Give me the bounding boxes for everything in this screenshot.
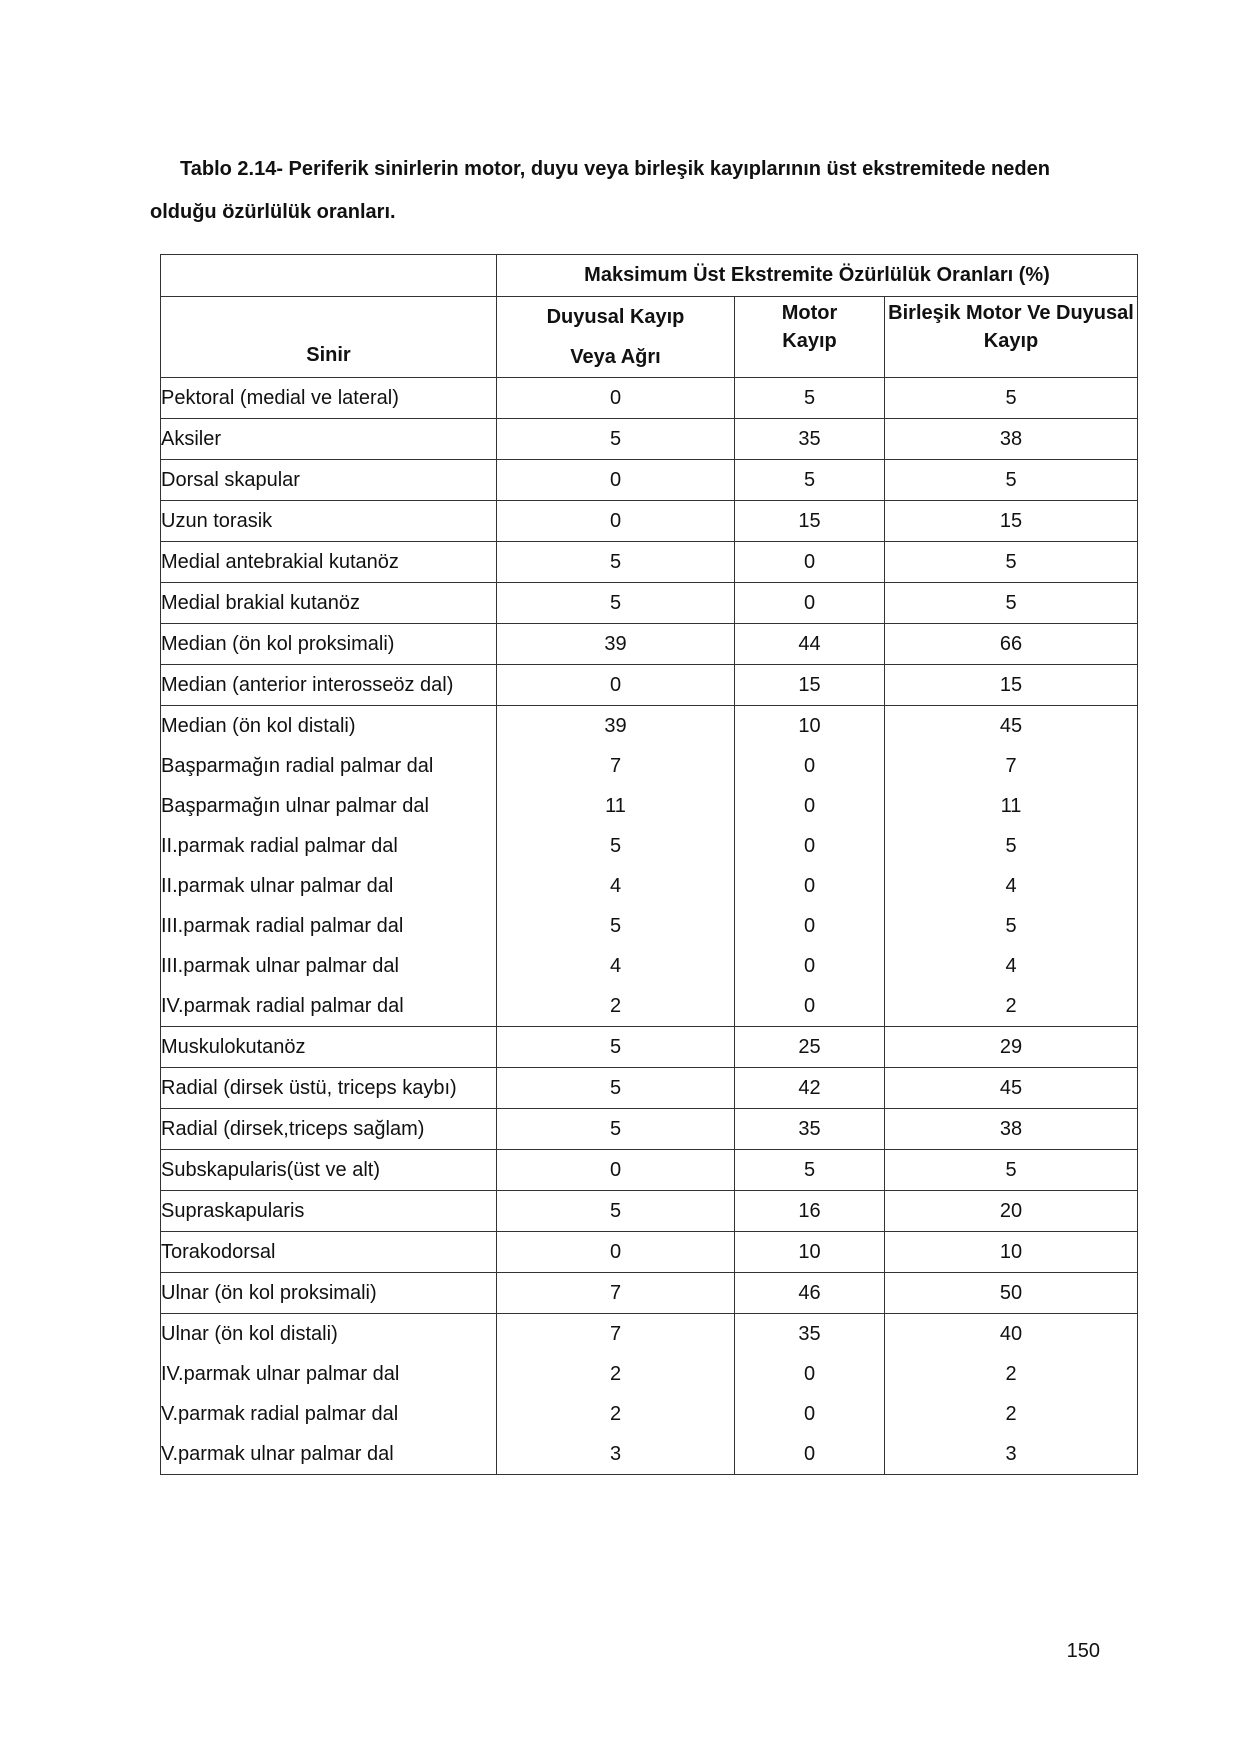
caption-line-2: olduğu özürlülük oranları. — [150, 201, 396, 223]
motor-value-cell: 5 — [735, 1150, 885, 1191]
birlesik-value-cell: 50 — [885, 1273, 1138, 1314]
duyusal-value-cell: 3 — [497, 1434, 735, 1475]
table-row — [161, 460, 1138, 501]
motor-value-cell: 15 — [735, 501, 885, 542]
table-row — [161, 1354, 1138, 1394]
col-header-duyusal-line2: Veya Ağrı — [570, 346, 661, 368]
duyusal-value-cell: 0 — [497, 1232, 735, 1273]
table-row — [161, 378, 1138, 419]
table-row — [161, 1273, 1138, 1314]
birlesik-value-cell: 5 — [885, 583, 1138, 624]
motor-value-cell: 0 — [735, 826, 885, 866]
nerve-name-cell: Dorsal skapular — [161, 460, 497, 501]
col-header-motor — [735, 297, 885, 378]
caption-line-1: Tablo 2.14- Periferik sinirlerin motor, duyu veya birleşik kayıplarının üst ekstremitede neden — [180, 158, 1050, 180]
birlesik-value-cell: 5 — [885, 460, 1138, 501]
table-row — [161, 1027, 1138, 1068]
nerve-name-cell: Ulnar (ön kol distali) — [161, 1314, 497, 1355]
birlesik-value-cell: 3 — [885, 1434, 1138, 1475]
birlesik-value-cell: 29 — [885, 1027, 1138, 1068]
birlesik-value-cell: 2 — [885, 986, 1138, 1027]
duyusal-value-cell: 5 — [497, 419, 735, 460]
motor-value-cell: 0 — [735, 583, 885, 624]
nerve-name-cell: Başparmağın radial palmar dal — [161, 746, 497, 786]
duyusal-value-cell: 5 — [497, 1109, 735, 1150]
motor-value-cell: 0 — [735, 866, 885, 906]
table-row — [161, 1232, 1138, 1273]
table-row — [161, 1314, 1138, 1355]
motor-value-cell: 5 — [735, 460, 885, 501]
duyusal-value-cell: 0 — [497, 460, 735, 501]
table-row — [161, 1068, 1138, 1109]
nerve-name-cell: V.parmak ulnar palmar dal — [161, 1434, 497, 1475]
table-row — [161, 583, 1138, 624]
birlesik-value-cell: 5 — [885, 906, 1138, 946]
duyusal-value-cell: 7 — [497, 746, 735, 786]
duyusal-value-cell: 7 — [497, 1314, 735, 1355]
table-row — [161, 665, 1138, 706]
duyusal-value-cell: 5 — [497, 1027, 735, 1068]
birlesik-value-cell: 11 — [885, 786, 1138, 826]
col-header-sinir: Sinir — [161, 297, 497, 378]
birlesik-value-cell: 2 — [885, 1354, 1138, 1394]
birlesik-value-cell: 38 — [885, 419, 1138, 460]
col-header-motor-line1: Motor — [781, 302, 838, 324]
duyusal-value-cell: 7 — [497, 1273, 735, 1314]
col-header-duyusal — [497, 297, 735, 378]
duyusal-value-cell: 5 — [497, 583, 735, 624]
nerve-name-cell: Torakodorsal — [161, 1232, 497, 1273]
disability-table — [160, 254, 1138, 1475]
duyusal-value-cell: 4 — [497, 946, 735, 986]
motor-value-cell: 42 — [735, 1068, 885, 1109]
table-row — [161, 1434, 1138, 1475]
birlesik-value-cell: 20 — [885, 1191, 1138, 1232]
motor-value-cell: 35 — [735, 1109, 885, 1150]
motor-value-cell: 16 — [735, 1191, 885, 1232]
duyusal-value-cell: 39 — [497, 624, 735, 665]
duyusal-value-cell: 0 — [497, 1150, 735, 1191]
birlesik-value-cell: 4 — [885, 866, 1138, 906]
motor-value-cell: 25 — [735, 1027, 885, 1068]
duyusal-value-cell: 5 — [497, 906, 735, 946]
birlesik-value-cell: 5 — [885, 378, 1138, 419]
table-row — [161, 1109, 1138, 1150]
birlesik-value-cell: 45 — [885, 1068, 1138, 1109]
birlesik-value-cell: 2 — [885, 1394, 1138, 1434]
motor-value-cell: 0 — [735, 1354, 885, 1394]
nerve-name-cell: Aksiler — [161, 419, 497, 460]
birlesik-value-cell: 7 — [885, 746, 1138, 786]
table-row — [161, 1191, 1138, 1232]
birlesik-value-cell: 66 — [885, 624, 1138, 665]
birlesik-value-cell: 15 — [885, 665, 1138, 706]
duyusal-value-cell: 0 — [497, 378, 735, 419]
motor-value-cell: 5 — [735, 378, 885, 419]
col-header-birlesik — [885, 297, 1138, 378]
table-row — [161, 542, 1138, 583]
duyusal-value-cell: 2 — [497, 1354, 735, 1394]
nerve-name-cell: II.parmak radial palmar dal — [161, 826, 497, 866]
birlesik-value-cell: 5 — [885, 1150, 1138, 1191]
duyusal-value-cell: 2 — [497, 986, 735, 1027]
table-row — [161, 1394, 1138, 1434]
motor-value-cell: 0 — [735, 542, 885, 583]
birlesik-value-cell: 45 — [885, 706, 1138, 747]
duyusal-value-cell: 2 — [497, 1394, 735, 1434]
nerve-name-cell: Pektoral (medial ve lateral) — [161, 378, 497, 419]
col-header-motor-line2: Kayıp — [782, 330, 837, 352]
nerve-name-cell: Median (ön kol distali) — [161, 706, 497, 747]
nerve-name-cell: Subskapularis(üst ve alt) — [161, 1150, 497, 1191]
motor-value-cell: 15 — [735, 665, 885, 706]
table-row — [161, 706, 1138, 747]
birlesik-value-cell: 5 — [885, 542, 1138, 583]
motor-value-cell: 10 — [735, 1232, 885, 1273]
page-number: 150 — [1066, 1640, 1100, 1662]
table-row — [161, 786, 1138, 826]
nerve-name-cell: Radial (dirsek üstü, triceps kaybı) — [161, 1068, 497, 1109]
table-row — [161, 624, 1138, 665]
duyusal-value-cell: 4 — [497, 866, 735, 906]
motor-value-cell: 0 — [735, 986, 885, 1027]
nerve-name-cell: II.parmak ulnar palmar dal — [161, 866, 497, 906]
duyusal-value-cell: 11 — [497, 786, 735, 826]
nerve-name-cell: Radial (dirsek,triceps sağlam) — [161, 1109, 497, 1150]
nerve-name-cell: Median (ön kol proksimali) — [161, 624, 497, 665]
motor-value-cell: 0 — [735, 1394, 885, 1434]
nerve-name-cell: III.parmak ulnar palmar dal — [161, 946, 497, 986]
duyusal-value-cell: 5 — [497, 826, 735, 866]
nerve-name-cell: V.parmak radial palmar dal — [161, 1394, 497, 1434]
birlesik-value-cell: 4 — [885, 946, 1138, 986]
table-row — [161, 866, 1138, 906]
col-header-birlesik-line2: Kayıp — [983, 330, 1039, 352]
motor-value-cell: 35 — [735, 419, 885, 460]
table-row — [161, 826, 1138, 866]
motor-value-cell: 35 — [735, 1314, 885, 1355]
birlesik-value-cell: 40 — [885, 1314, 1138, 1355]
duyusal-value-cell: 5 — [497, 1068, 735, 1109]
group-header: Maksimum Üst Ekstremite Özürlülük Oranları (%) — [497, 255, 1138, 297]
motor-value-cell: 44 — [735, 624, 885, 665]
col-header-birlesik-line1: Birleşik Motor Ve Duyusal — [888, 302, 1134, 324]
table-row — [161, 946, 1138, 986]
nerve-name-cell: Başparmağın ulnar palmar dal — [161, 786, 497, 826]
birlesik-value-cell: 10 — [885, 1232, 1138, 1273]
table-row — [161, 1150, 1138, 1191]
table-row — [161, 986, 1138, 1027]
birlesik-value-cell: 15 — [885, 501, 1138, 542]
duyusal-value-cell: 0 — [497, 501, 735, 542]
motor-value-cell: 0 — [735, 786, 885, 826]
nerve-name-cell: Medial brakial kutanöz — [161, 583, 497, 624]
nerve-name-cell: Ulnar (ön kol proksimali) — [161, 1273, 497, 1314]
table-row — [161, 746, 1138, 786]
nerve-name-cell: IV.parmak radial palmar dal — [161, 986, 497, 1027]
duyusal-value-cell: 5 — [497, 542, 735, 583]
nerve-name-cell: Supraskapularis — [161, 1191, 497, 1232]
duyusal-value-cell: 0 — [497, 665, 735, 706]
nerve-name-cell: Muskulokutanöz — [161, 1027, 497, 1068]
table-row — [161, 501, 1138, 542]
table-caption — [150, 148, 1090, 234]
nerve-name-cell: IV.parmak ulnar palmar dal — [161, 1354, 497, 1394]
nerve-name-cell: Uzun torasik — [161, 501, 497, 542]
header-empty-cell — [161, 255, 497, 297]
nerve-name-cell: Median (anterior interosseöz dal) — [161, 665, 497, 706]
birlesik-value-cell: 5 — [885, 826, 1138, 866]
motor-value-cell: 0 — [735, 1434, 885, 1475]
nerve-name-cell: Medial antebrakial kutanöz — [161, 542, 497, 583]
motor-value-cell: 46 — [735, 1273, 885, 1314]
nerve-name-cell: III.parmak radial palmar dal — [161, 906, 497, 946]
table-row — [161, 906, 1138, 946]
birlesik-value-cell: 38 — [885, 1109, 1138, 1150]
col-header-duyusal-line1: Duyusal Kayıp — [546, 306, 685, 328]
motor-value-cell: 0 — [735, 746, 885, 786]
motor-value-cell: 0 — [735, 906, 885, 946]
duyusal-value-cell: 39 — [497, 706, 735, 747]
duyusal-value-cell: 5 — [497, 1191, 735, 1232]
table-row — [161, 419, 1138, 460]
motor-value-cell: 0 — [735, 946, 885, 986]
motor-value-cell: 10 — [735, 706, 885, 747]
